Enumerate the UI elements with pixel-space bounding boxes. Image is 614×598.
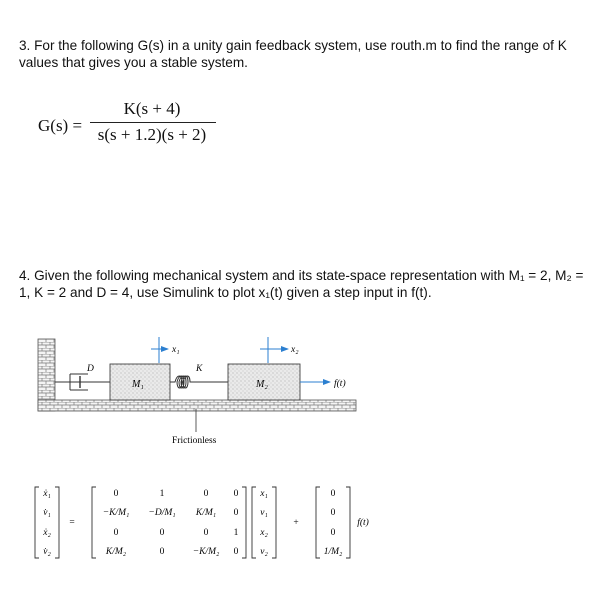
mass-1-label: M₁ xyxy=(132,379,144,390)
a-cell-3-0: K/M₂ xyxy=(105,547,127,557)
deriv-2: ẋ₂ xyxy=(43,528,51,538)
plus-sign: + xyxy=(293,518,299,528)
a-cell-2-1: 0 xyxy=(159,528,165,538)
transfer-function-lhs: G(s) = xyxy=(38,116,83,135)
damper-label: D xyxy=(87,364,94,374)
b-cell-3: 1/M₂ xyxy=(323,547,343,557)
x1-label: x₁ xyxy=(172,345,180,355)
state-0: x₁ xyxy=(260,489,268,499)
state-2: x₂ xyxy=(260,528,268,538)
mass-2-label: M₂ xyxy=(256,379,268,390)
a-cell-3-1: 0 xyxy=(159,547,165,557)
b-cell-2: 0 xyxy=(330,528,336,538)
b-cell-0: 0 xyxy=(330,489,336,499)
transfer-function-numerator: K(s + 4) xyxy=(123,99,181,118)
a-cell-3-3: 0 xyxy=(233,547,239,557)
deriv-1: v̇₁ xyxy=(43,508,51,518)
state-3: v₂ xyxy=(260,547,268,557)
force-label: f(t) xyxy=(334,379,346,389)
a-cell-1-1: −D/M₁ xyxy=(148,508,176,518)
a-cell-0-1: 1 xyxy=(159,489,165,499)
input-label: f(t) xyxy=(357,518,369,528)
equals-sign: = xyxy=(69,518,75,528)
a-cell-2-3: 1 xyxy=(233,528,239,538)
deriv-3: v̇₂ xyxy=(43,547,51,557)
x2-label: x₂ xyxy=(291,345,299,355)
q4-line1: 4. Given the following mechanical system and its state-space representation with M₁ = 2, M₂ = xyxy=(19,268,584,283)
a-cell-0-2: 0 xyxy=(203,489,209,499)
a-cell-1-3: 0 xyxy=(233,508,239,518)
a-cell-2-0: 0 xyxy=(113,528,119,538)
spring-label: K xyxy=(196,364,203,374)
a-cell-0-0: 0 xyxy=(113,489,119,499)
q3-line1: 3. For the following G(s) in a unity gain feedback system, use routh.m to find the range of K xyxy=(19,38,567,53)
a-cell-1-0: −K/M₁ xyxy=(102,508,130,518)
q4-line2: 1, K = 2 and D = 4, use Simulink to plot x₁(t) given a step input in f(t). xyxy=(19,285,432,300)
a-cell-1-2: K/M₁ xyxy=(195,508,217,518)
transfer-function-denominator: s(s + 1.2)(s + 2) xyxy=(97,125,207,144)
a-cell-0-3: 0 xyxy=(233,489,239,499)
deriv-0: ẋ₁ xyxy=(43,489,51,499)
frictionless-label: Frictionless xyxy=(172,436,217,446)
b-cell-1: 0 xyxy=(330,508,336,518)
a-cell-2-2: 0 xyxy=(203,528,209,538)
state-1: v₁ xyxy=(260,508,268,518)
q3-line2: values that gives you a stable system. xyxy=(19,55,248,70)
a-cell-3-2: −K/M₂ xyxy=(192,547,220,557)
